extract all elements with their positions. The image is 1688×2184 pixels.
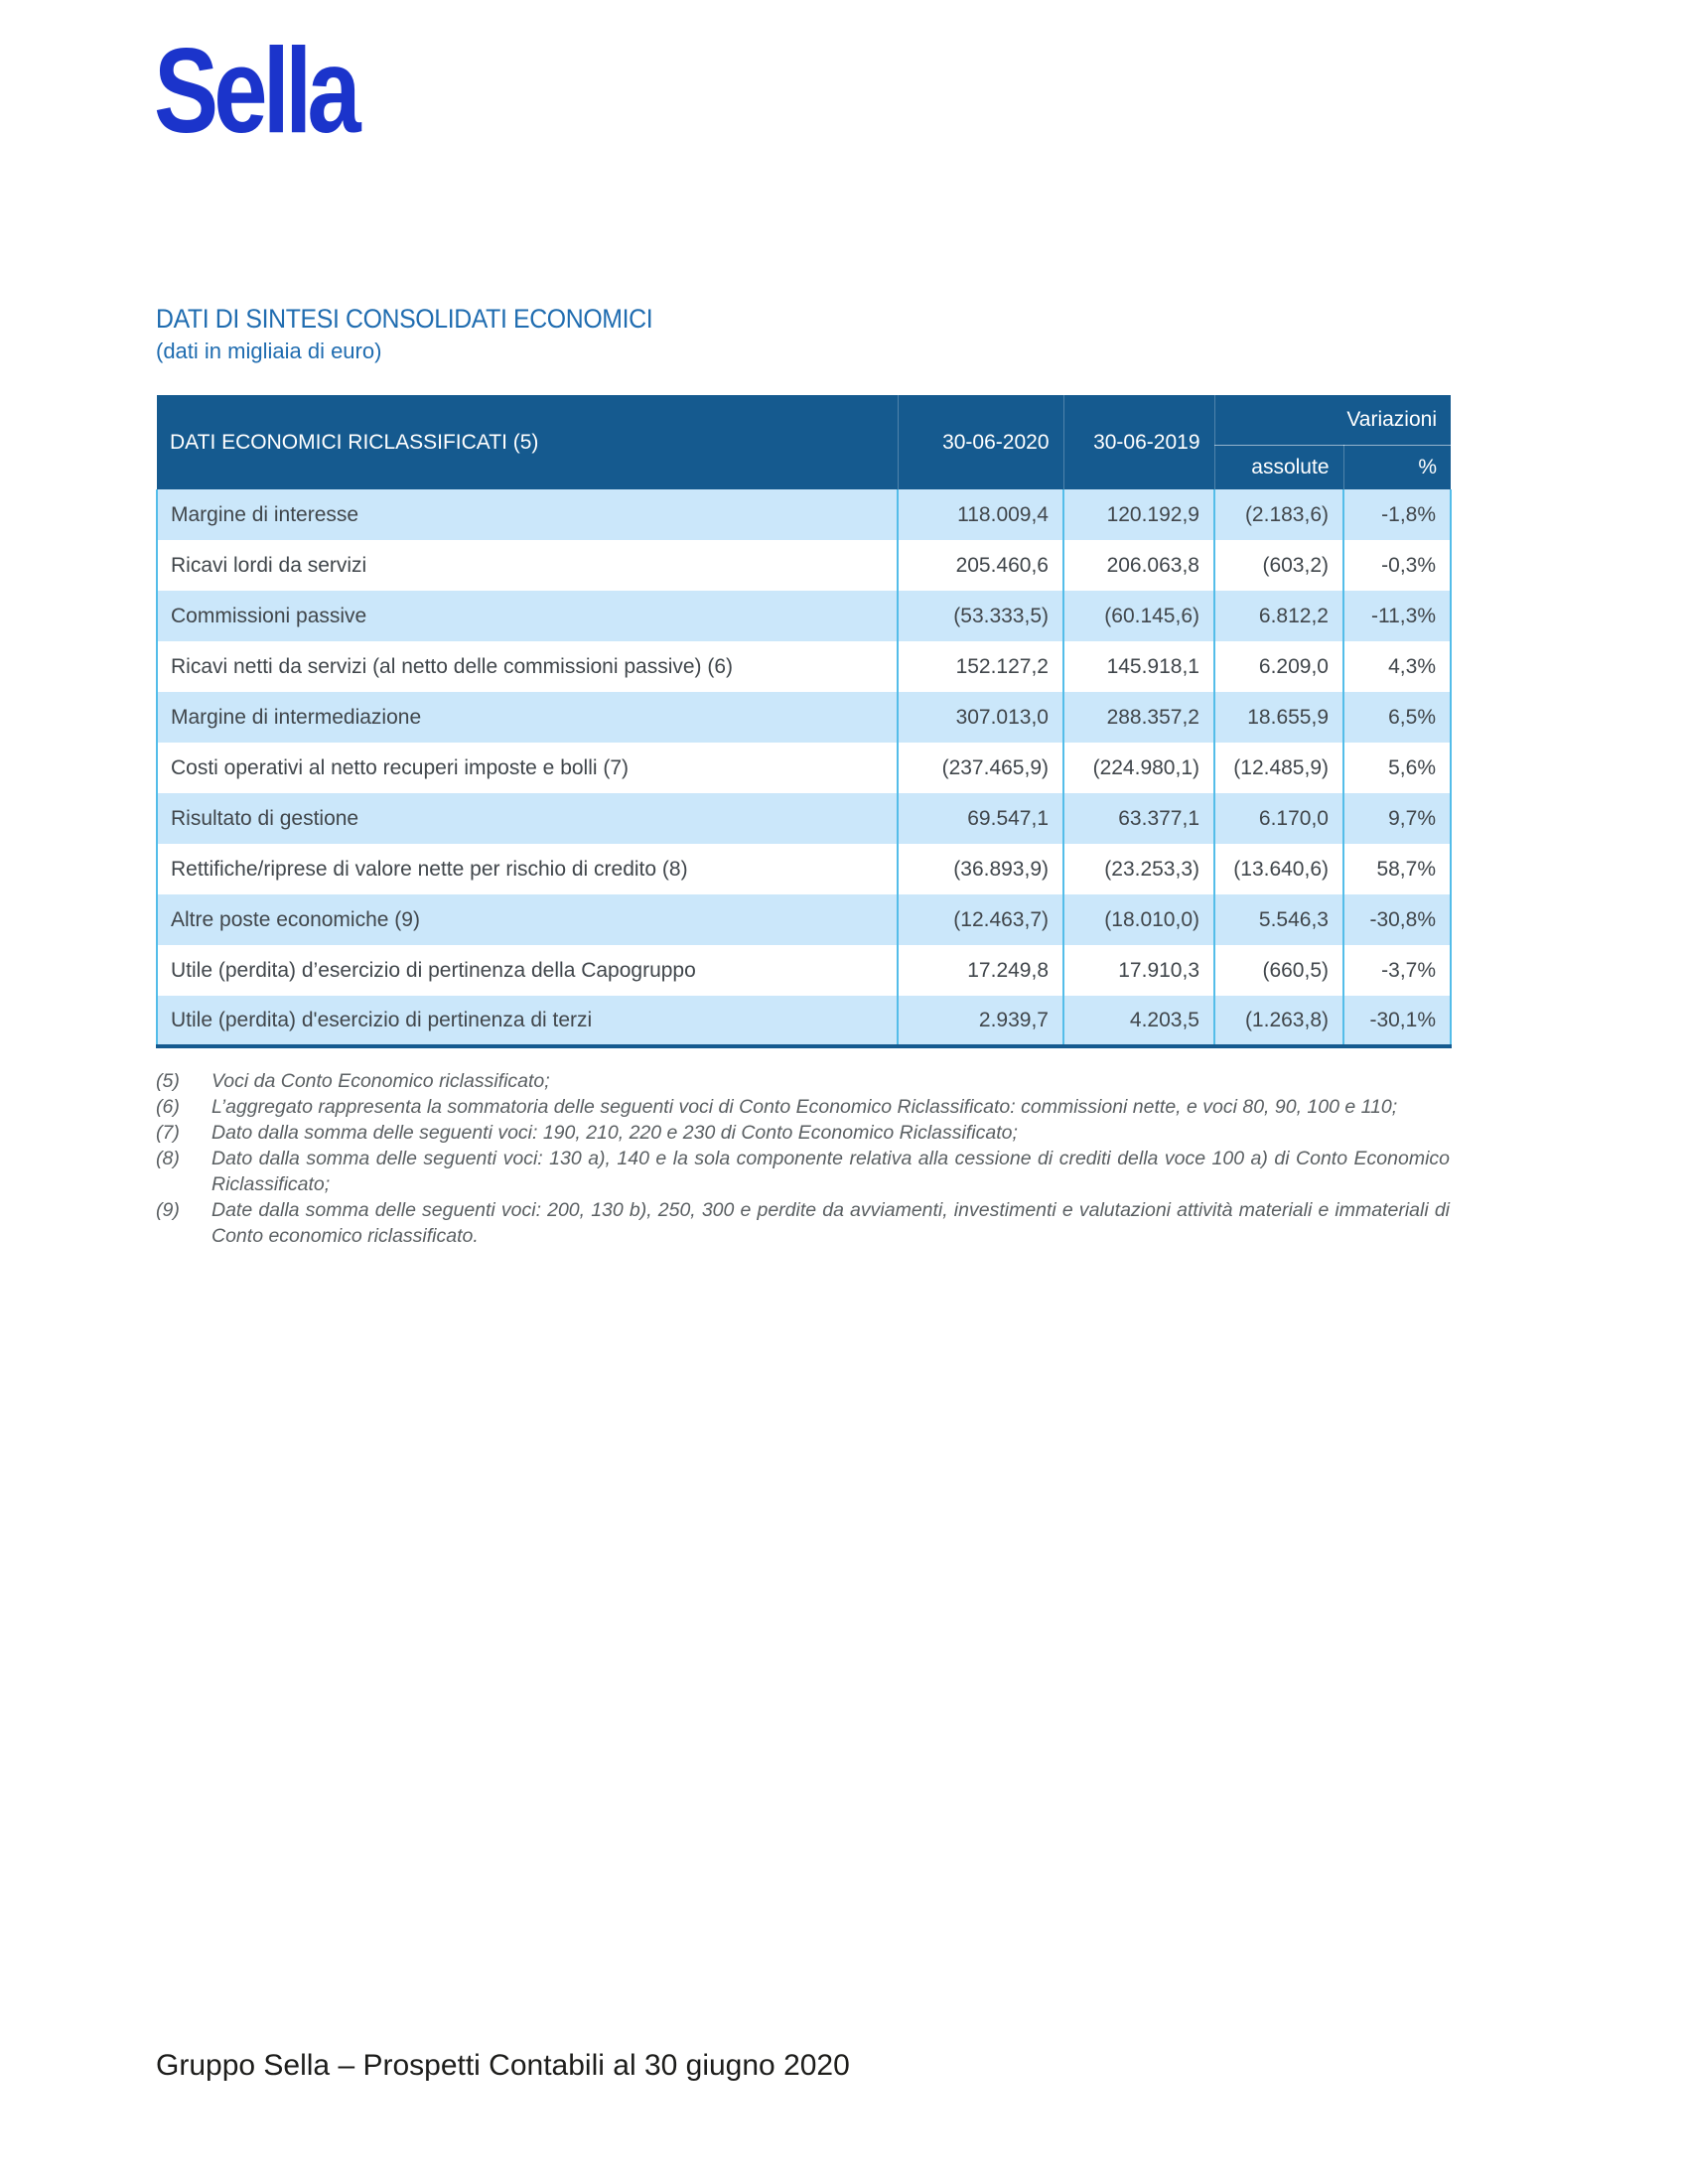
- footnote-number: (9): [156, 1199, 180, 1221]
- economic-summary-table: [156, 395, 1452, 1048]
- value-2019: (224.980,1): [1063, 743, 1214, 793]
- value-percent: 4,3%: [1343, 641, 1451, 692]
- table-row: [157, 489, 1451, 540]
- value-absolute: (603,2): [1214, 540, 1343, 591]
- value-2020: 17.249,8: [898, 945, 1063, 996]
- value-2019: 4.203,5: [1063, 996, 1214, 1046]
- table-row: [157, 692, 1451, 743]
- value-2020: 69.547,1: [898, 793, 1063, 844]
- row-label: Ricavi lordi da servizi: [157, 540, 898, 591]
- page-footer: Gruppo Sella – Prospetti Contabili al 30 giugno 2020: [156, 2049, 850, 2082]
- value-percent: -11,3%: [1343, 591, 1451, 641]
- table-row: [157, 894, 1451, 945]
- page-title: DATI DI SINTESI CONSOLIDATI ECONOMICI: [156, 304, 653, 334]
- value-2019: 120.192,9: [1063, 489, 1214, 540]
- footnote-number: (7): [156, 1122, 180, 1144]
- table-header: [157, 395, 1451, 489]
- value-absolute: 6.170,0: [1214, 793, 1343, 844]
- value-percent: 5,6%: [1343, 743, 1451, 793]
- value-percent: 6,5%: [1343, 692, 1451, 743]
- value-percent: 58,7%: [1343, 844, 1451, 894]
- value-absolute: (660,5): [1214, 945, 1343, 996]
- value-2020: 205.460,6: [898, 540, 1063, 591]
- value-2019: 206.063,8: [1063, 540, 1214, 591]
- footnote-text: Date dalla somma delle seguenti voci: 200, 130 b), 250, 300 e perdite da avviamenti, investimenti e valutazioni attività materiali e immateriali di Conto economico riclassificato.: [211, 1199, 1450, 1247]
- value-percent: -1,8%: [1343, 489, 1451, 540]
- value-absolute: 5.546,3: [1214, 894, 1343, 945]
- value-absolute: 6.812,2: [1214, 591, 1343, 641]
- table-row: [157, 996, 1451, 1046]
- row-label: Margine di interesse: [157, 489, 898, 540]
- footnote-6: [156, 1094, 1450, 1120]
- row-label: Costi operativi al netto recuperi imposte e bolli (7): [157, 743, 898, 793]
- value-2020: (237.465,9): [898, 743, 1063, 793]
- header-label: DATI ECONOMICI RICLASSIFICATI (5): [157, 395, 898, 489]
- value-2020: 118.009,4: [898, 489, 1063, 540]
- row-label: Altre poste economiche (9): [157, 894, 898, 945]
- value-2020: 152.127,2: [898, 641, 1063, 692]
- value-absolute: (1.263,8): [1214, 996, 1343, 1046]
- value-2019: 288.357,2: [1063, 692, 1214, 743]
- table-body: [157, 489, 1451, 1046]
- sella-logo: Sella: [154, 23, 356, 158]
- header-assolute: assolute: [1214, 445, 1343, 489]
- footnote-number: (8): [156, 1148, 180, 1169]
- value-2020: 307.013,0: [898, 692, 1063, 743]
- value-2020: (53.333,5): [898, 591, 1063, 641]
- value-absolute: 18.655,9: [1214, 692, 1343, 743]
- row-label: Ricavi netti da servizi (al netto delle commissioni passive) (6): [157, 641, 898, 692]
- row-label: Rettifiche/riprese di valore nette per rischio di credito (8): [157, 844, 898, 894]
- value-absolute: (2.183,6): [1214, 489, 1343, 540]
- value-2019: (18.010,0): [1063, 894, 1214, 945]
- footnote-5: [156, 1068, 1450, 1094]
- footnotes: [156, 1068, 1450, 1249]
- footnote-8: [156, 1146, 1450, 1197]
- footnote-7: [156, 1120, 1450, 1146]
- value-2020: (36.893,9): [898, 844, 1063, 894]
- footnote-number: (5): [156, 1070, 180, 1092]
- value-2019: (23.253,3): [1063, 844, 1214, 894]
- header-col-30-06-2019: 30-06-2019: [1063, 395, 1214, 489]
- value-percent: -30,8%: [1343, 894, 1451, 945]
- value-absolute: (13.640,6): [1214, 844, 1343, 894]
- footnote-text: Dato dalla somma delle seguenti voci: 190, 210, 220 e 230 di Conto Economico Riclassificato;: [211, 1122, 1018, 1144]
- table-row: [157, 641, 1451, 692]
- footnote-number: (6): [156, 1096, 180, 1118]
- footnote-9: [156, 1197, 1450, 1249]
- header-variazioni: Variazioni: [1214, 395, 1451, 445]
- value-2019: 63.377,1: [1063, 793, 1214, 844]
- value-2020: (12.463,7): [898, 894, 1063, 945]
- value-absolute: (12.485,9): [1214, 743, 1343, 793]
- table-row: [157, 793, 1451, 844]
- value-percent: -30,1%: [1343, 996, 1451, 1046]
- footnote-text: L’aggregato rappresenta la sommatoria delle seguenti voci di Conto Economico Riclassificato: commissioni nette, e voci 80, 90, 100 e 110;: [211, 1096, 1398, 1118]
- footnote-text: Voci da Conto Economico riclassificato;: [211, 1070, 550, 1092]
- value-2019: 145.918,1: [1063, 641, 1214, 692]
- value-2020: 2.939,7: [898, 996, 1063, 1046]
- table-row: [157, 591, 1451, 641]
- table-row: [157, 844, 1451, 894]
- value-percent: 9,7%: [1343, 793, 1451, 844]
- row-label: Utile (perdita) d’esercizio di pertinenza della Capogruppo: [157, 945, 898, 996]
- row-label: Utile (perdita) d'esercizio di pertinenza di terzi: [157, 996, 898, 1046]
- value-2019: 17.910,3: [1063, 945, 1214, 996]
- table-row: [157, 540, 1451, 591]
- row-label: Margine di intermediazione: [157, 692, 898, 743]
- value-absolute: 6.209,0: [1214, 641, 1343, 692]
- row-label: Risultato di gestione: [157, 793, 898, 844]
- value-percent: -3,7%: [1343, 945, 1451, 996]
- header-col-30-06-2020: 30-06-2020: [898, 395, 1063, 489]
- row-label: Commissioni passive: [157, 591, 898, 641]
- table-row: [157, 743, 1451, 793]
- value-2019: (60.145,6): [1063, 591, 1214, 641]
- header-percent: %: [1343, 445, 1451, 489]
- value-percent: -0,3%: [1343, 540, 1451, 591]
- table-row: [157, 945, 1451, 996]
- footnote-text: Dato dalla somma delle seguenti voci: 130 a), 140 e la sola componente relativa alla cessione di crediti della voce 100 a) di Conto Economico Riclassificato;: [211, 1148, 1450, 1195]
- page-subtitle: (dati in migliaia di euro): [156, 339, 382, 363]
